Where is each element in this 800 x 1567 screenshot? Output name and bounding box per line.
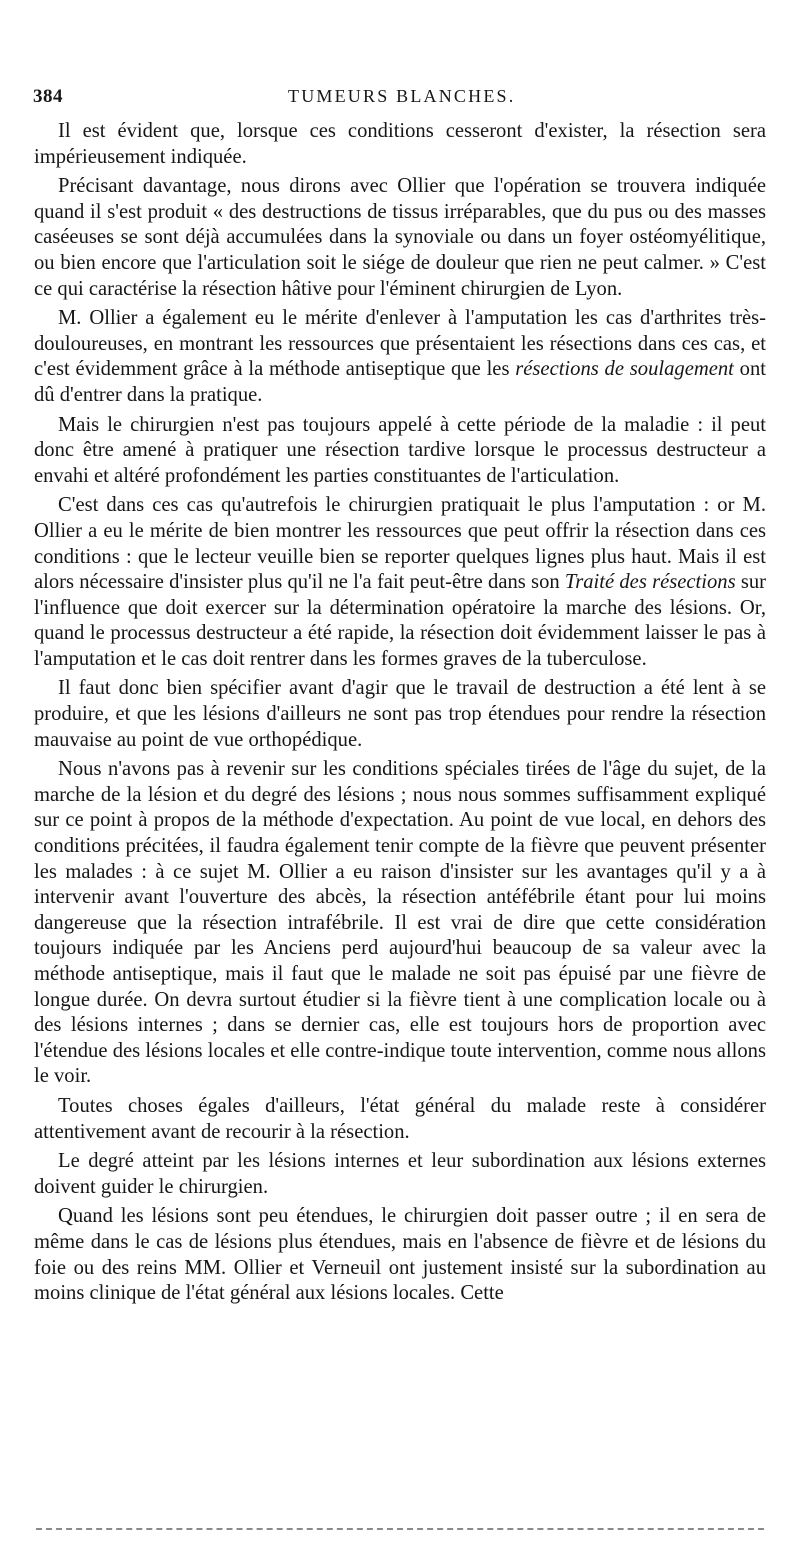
paragraph-3-text-before: M. Ollier a également eu le mérite d'enlever à l'amputation les cas d'arthrites très-douloureuses, en montrant les ressources que présentaient les résections dans ces cas, et c'est évidemment grâce à la méthode antiseptique que les [34,307,766,381]
page-number: 384 [33,86,63,107]
paragraph-3-text-after: ont dû d'entrer dans la pratique. [34,358,766,406]
paragraph-3 [34,306,766,408]
paragraph-6: Il faut donc bien spécifier avant d'agir que le travail de destruction a été lent à se produire, et que les lésions d'ailleurs ne sont pas trop étendues pour rendre la résection mauvaise au point de vue orthopédique. [34,677,766,751]
body-text [34,119,766,1311]
paragraph-2: Précisant davantage, nous dirons avec Ollier que l'opération se trouvera indiquée quand il s'est produit « des destructions de tissus irréparables, que du pus ou des masses caséeuses se sont déjà accumulées dans la synoviale ou dans un foyer ostéomyélitique, ou bien encore que l'articulation soit le siége de douleur que rien ne peut calmer. » C'est ce qui caractérise la résection hâtive pour l'éminent chirurgien de Lyon. [34,175,766,300]
paragraph-5-text-after: sur l'influence que doit exercer sur la détermination opératoire la marche des lésions. Or, quand le processus destructeur a été rapide, la résection doit évidemment laisser le pas à l'amputation et le cas doit rentrer dans les formes graves de la tuberculose. [34,571,767,670]
paragraph-9: Le degré atteint par les lésions internes et leur subordination aux lésions externes doivent guider le chirurgien. [34,1150,766,1198]
paragraph-8: Toutes choses égales d'ailleurs, l'état général du malade reste à considérer attentivement avant de recourir à la résection. [34,1094,766,1143]
running-head [33,86,771,112]
paragraph-7: Nous n'avons pas à revenir sur les conditions spéciales tirées de l'âge du sujet, de la marche de la lésion et du degré des lésions ; nous nous sommes suffisamment expliqué sur ce point à propos de la méthode d'expectation. Au point de vue local, en dehors des conditions précitées, il faudra également tenir compte de la fièvre que peuvent présenter les malades : à ce sujet M. Ollier a eu raison d'insister sur les avantages qu'il y a à intervenir avant l'ouverture des abcès, la résection antéfébrile étant pour lui moins dangereuse que la résection intrafébrile. Il est vrai de dire que cette considération toujours indiquée par les Anciens perd aujourd'hui beaucoup de sa valeur avec la méthode antiseptique, mais il faut que le malade ne soit pas épuisé par une fièvre de longue durée. On devra surtout étudier si la fièvre tient à une complication locale ou à des lésions internes ; dans se dernier cas, elle est toujours hors de proportion avec l'étendue des lésions locales et elle contre-indique toute intervention, comme nous allons le voir. [34,758,766,1088]
paragraph-5-text-before: C'est dans ces cas qu'autrefois le chirurgien pratiquait le plus l'amputation : or M. Ollier a eu le mérite de bien montrer les ressources que peut offrir la résection dans ces conditions : que le lecteur veuille bien se reporter quelques lignes plus haut. Mais il est alors nécessaire d'insister plus qu'il ne l'a fait peut-être dans son [34,494,766,594]
footer-dashed-rule [36,1528,764,1530]
italic-title-traite-des-resections: Traité des résections [564,571,736,594]
paragraph-10: Quand les lésions sont peu étendues, le chirurgien doit passer outre ; il en sera de même dans le cas de lésions plus étendues, mais en l'absence de fièvre et de lésions du foie ou des reins MM. Ollier et Verneuil ont justement insisté sur la subordination au moins clinique de l'état général aux lésions locales. Cette [34,1205,766,1305]
italic-term-resections-de-soulagement: résections de soulagement [515,358,734,381]
paragraph-5 [34,493,766,672]
paragraph-1: Il est évident que, lorsque ces conditions cesseront d'exister, la résection sera impérieusement indiquée. [34,120,766,168]
paragraph-4: Mais le chirurgien n'est pas toujours appelé à cette période de la maladie : il peut donc être amené à pratiquer une résection tardive lorsque le processus destructeur a envahi et altéré profondément les parties constituantes de l'articulation. [34,413,766,487]
running-title: TUMEURS BLANCHES. [288,86,516,106]
